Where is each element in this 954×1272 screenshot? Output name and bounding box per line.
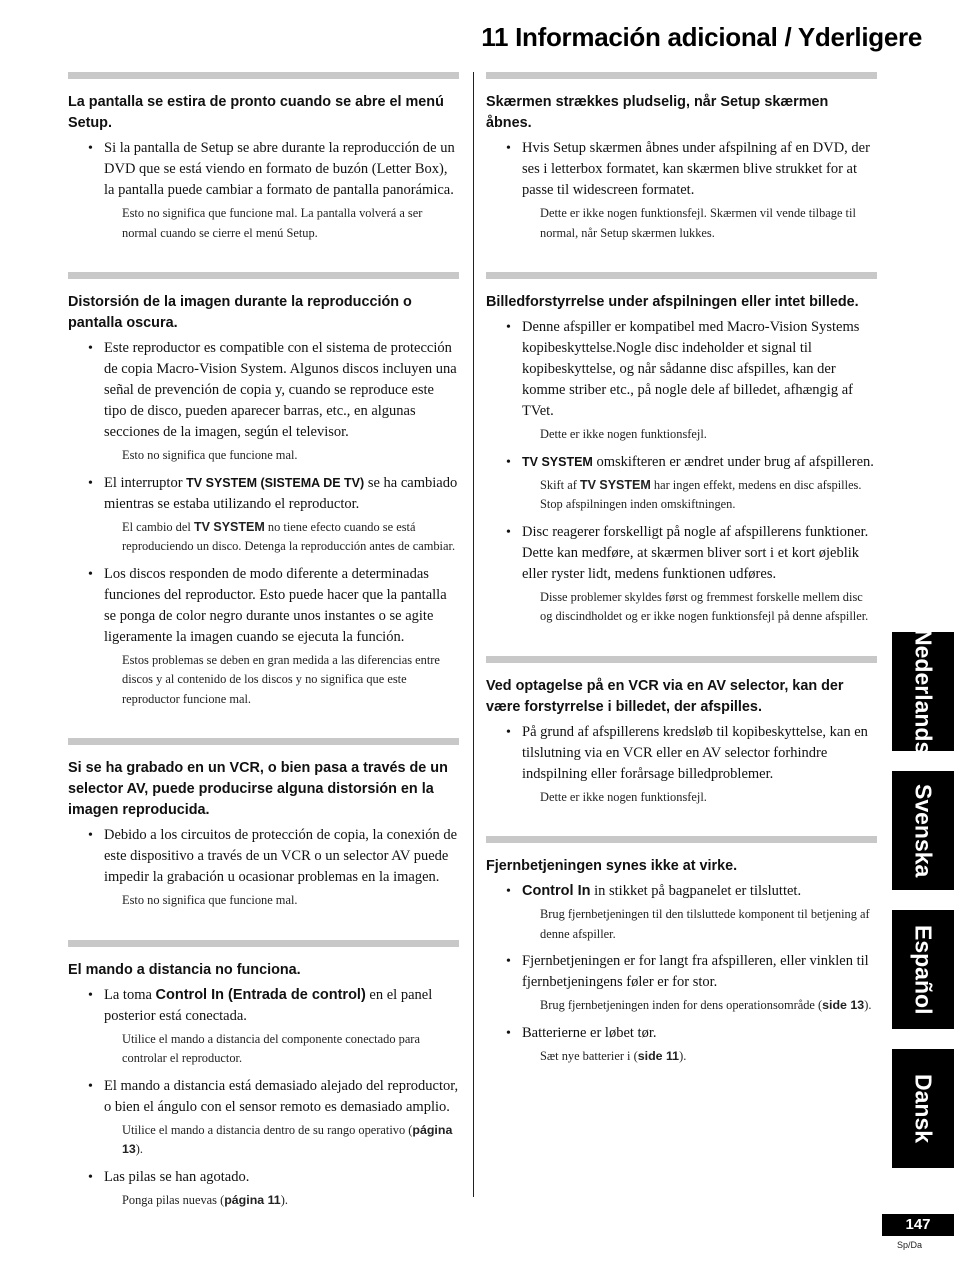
list-item: [68, 338, 459, 466]
page-title: 11 Información adicional / Yderligere: [481, 22, 922, 52]
item-list: [68, 338, 459, 709]
list-item: [486, 452, 877, 515]
key-label: TV SYSTEM: [522, 454, 593, 469]
item-text: Control In in stikket på bagpanelet er tilsluttet.: [522, 883, 802, 899]
bullet-icon: •: [506, 320, 511, 335]
section-title: Skærmen strækkes pludselig, når Setup skærmen åbnes.: [486, 94, 829, 131]
page-ref: página 13: [122, 1122, 453, 1156]
section-title: La pantalla se estira de pronto cuando se abre el menú Setup.: [68, 94, 444, 131]
bullet-icon: •: [506, 1025, 511, 1041]
item-text: Debido a los circuitos de protección de copia, la conexión de este dispositivo a través de un VCR o un selector AV puede impedir la grabación u ocasionar problemas en la imagen.: [104, 827, 458, 885]
section-setup-stretch: [68, 72, 459, 243]
item-note: Skift af TV SYSTEM har ingen effekt, medens en disc afspilles. Stop afspilningen inden omskiftningen.: [540, 477, 862, 511]
item-text: Fjernbetjeningen er for langt fra afspilleren, eller vinklen til fjernbetjeningens føler er for stor.: [522, 953, 869, 990]
spanish-column: [68, 72, 459, 1217]
danish-column: [486, 72, 877, 1073]
language-code: Sp/Da: [896, 1240, 922, 1250]
tab-label: Svenska: [910, 783, 937, 878]
tab-label: Español: [910, 924, 937, 1015]
tab-label: Dansk: [910, 1073, 937, 1144]
section-bar: [486, 836, 877, 843]
item-list: [68, 825, 459, 911]
item-text: På grund af afspillerens kredsløb til kopibeskyttelse, kan en tilslutning via en VCR eller en AV selector forhindre indspilning eller forårsage billedproblemer.: [522, 723, 868, 782]
page-ref: página 11: [224, 1192, 281, 1207]
tab-label: Nederlands: [910, 628, 937, 755]
list-item: [68, 564, 459, 710]
item-note: Dette er ikke nogen funktionsfejl.: [540, 789, 707, 804]
item-note: Dette er ikke nogen funktionsfejl. Skærmen vil vende tilbage til normal, når Setup skærmen lukkes.: [540, 206, 856, 240]
item-list: [68, 985, 459, 1211]
page-ref: side 13: [822, 998, 865, 1012]
tab-svenska: [892, 771, 954, 890]
item-note: Ponga pilas nuevas (página 11).: [122, 1192, 288, 1207]
item-text: El mando a distancia está demasiado alejado del reproductor, o bien el ángulo con el sensor remoto es demasiado amplio.: [104, 1077, 459, 1115]
bullet-icon: •: [88, 987, 93, 1003]
key-label: TV SYSTEM: [193, 519, 265, 534]
list-item: [68, 1076, 459, 1160]
bullet-icon: •: [88, 341, 93, 356]
item-note: Utilice el mando a distancia del componente conectado para controlar el reproductor.: [122, 1031, 420, 1065]
section-title: Distorsión de la imagen durante la reproducción o pantalla oscura.: [68, 294, 412, 331]
item-note: Brug fjernbetjeningen inden for dens operationsområde (side 13).: [540, 998, 872, 1012]
section-distortion: [68, 272, 459, 709]
item-text: La toma Control In (Entrada de control) en el panel posterior está conectada.: [104, 986, 433, 1024]
list-item: [68, 473, 459, 557]
list-item: [68, 985, 459, 1069]
list-item: [486, 317, 877, 445]
section-bar: [68, 272, 459, 279]
section-distortion: [486, 272, 877, 627]
list-item: [486, 522, 877, 627]
key-label: Control In (Entrada de control): [155, 986, 366, 1003]
item-list: [486, 881, 877, 1066]
list-item: [486, 881, 877, 944]
key-label: Control In: [522, 883, 591, 899]
item-note: Utilice el mando a distancia dentro de su rango operativo (página 13).: [122, 1122, 453, 1156]
item-text: Denne afspiller er kompatibel med Macro-Vision Systems kopibeskyttelse.Nogle disc indeholder et signal til kopibeskyttelse, og når sådanne disc afspilles, kan der komme striber etc., på nogle dele af billedet, afhængig af TVet.: [522, 319, 860, 419]
bullet-icon: •: [88, 828, 93, 843]
item-note: Esto no significa que funcione mal.: [122, 893, 298, 907]
bullet-icon: •: [88, 566, 93, 582]
bullet-icon: •: [506, 524, 511, 540]
section-title: Si se ha grabado en un VCR, o bien pasa a través de un selector AV, puede producirse alguna distorsión en la imagen reproducida.: [68, 760, 448, 818]
item-text: Las pilas se han agotado.: [104, 1168, 250, 1185]
bullet-icon: •: [506, 141, 511, 156]
bullet-icon: •: [506, 724, 511, 740]
key-label: TV SYSTEM (SISTEMA DE TV): [186, 475, 365, 490]
item-note: Disse problemer skyldes først og fremmest forskelle mellem disc og discindholdet og er ikke nogen funktionsfejl på denne afspiller.: [540, 589, 869, 623]
page-number: 147: [882, 1214, 954, 1236]
section-bar: [68, 72, 459, 79]
item-text: El interruptor TV SYSTEM (SISTEMA DE TV) se ha cambiado mientras se estaba utilizando el reproductor.: [104, 474, 458, 512]
list-item: [486, 1023, 877, 1067]
section-remote: [68, 940, 459, 1211]
section-bar: [68, 738, 459, 745]
page-ref: side 11: [637, 1048, 680, 1063]
tab-dansk: [892, 1049, 954, 1168]
section-vcr: [486, 656, 877, 808]
list-item: [486, 951, 877, 1016]
column-divider: [473, 72, 474, 1197]
section-vcr: [68, 738, 459, 911]
item-list: [486, 722, 877, 808]
key-label: TV SYSTEM: [579, 477, 651, 492]
section-bar: [68, 940, 459, 947]
item-text: Si la pantalla de Setup se abre durante la reproducción de un DVD que se está viendo en formato de buzón (Letter Box), la pantalla puede cambiar a formato de pantalla panorámica.: [104, 140, 455, 198]
item-note: Esto no significa que funcione mal. La pantalla volverá a ser normal cuando se cierre el menú Setup.: [122, 206, 423, 240]
item-note: Esto no significa que funcione mal.: [122, 448, 298, 462]
item-text: Disc reagerer forskelligt på nogle af afspillerens funktioner. Dette kan medføre, at skærmen bliver sort i et kort øjeblik eller ryster lidt, medens funktionen udføres.: [522, 523, 869, 582]
item-list: [486, 138, 877, 243]
bullet-icon: •: [88, 475, 93, 491]
section-title: El mando a distancia no funciona.: [68, 961, 301, 978]
list-item: [68, 1167, 459, 1211]
section-bar: [486, 72, 877, 79]
list-item: [486, 138, 877, 243]
item-text: Batterierne er løbet tør.: [522, 1024, 657, 1041]
item-text: TV SYSTEM omskifteren er ændret under brug af afspilleren.: [522, 453, 874, 470]
bullet-icon: •: [506, 454, 511, 470]
item-list: [486, 317, 877, 627]
bullet-icon: •: [506, 884, 511, 899]
item-text: Este reproductor es compatible con el sistema de protección de copia Macro-Vision System. Algunos discos incluyen una señal de prevención de copia y, cuando se reproduce este tipo de disco, pueden aparecer barras, etc., en algunas secciones de la imagen, según el televisor.: [104, 340, 457, 440]
bullet-icon: •: [88, 141, 93, 156]
item-note: Dette er ikke nogen funktionsfejl.: [540, 427, 707, 441]
item-list: [68, 138, 459, 243]
section-setup-stretch: [486, 72, 877, 243]
section-title: Fjernbetjeningen synes ikke at virke.: [486, 858, 738, 874]
item-text: Los discos responden de modo diferente a determinadas funciones del reproductor. Esto puede hacer que la pantalla se ponga de color negro durante unos instantes o se agite ligeramente la imagen cuando se ejecuta la función.: [104, 565, 447, 645]
list-item: [486, 722, 877, 808]
list-item: [68, 825, 459, 911]
list-item: [68, 138, 459, 243]
tab-espanol: [892, 910, 954, 1029]
item-note: Sæt nye batterier i (side 11).: [540, 1048, 687, 1063]
section-title: Ved optagelse på en VCR via en AV selector, kan der være forstyrrelse i billedet, der afspilles.: [486, 677, 844, 715]
bullet-icon: •: [506, 954, 511, 969]
section-bar: [486, 272, 877, 279]
item-text: Hvis Setup skærmen åbnes under afspilning af en DVD, der ses i letterbox formatet, kan skærmen blive strukket for at passe til widescreen formatet.: [522, 140, 870, 198]
bullet-icon: •: [88, 1169, 93, 1185]
item-note: Estos problemas se deben en gran medida a las diferencias entre discos y al contenido de los discos y no significa que este reproductor funcione mal.: [122, 652, 440, 706]
tab-nederlands: [892, 628, 954, 755]
section-remote: [486, 836, 877, 1066]
section-title: Billedforstyrrelse under afspilningen eller intet billede.: [486, 294, 859, 310]
language-tabs: [892, 628, 954, 1188]
item-note: Brug fjernbetjeningen til den tilsluttede komponent til betjening af denne afspiller.: [540, 907, 870, 941]
section-bar: [486, 656, 877, 663]
item-note: El cambio del TV SYSTEM no tiene efecto cuando se está reproduciendo un disco. Detenga la reproducción antes de cambiar.: [122, 519, 456, 553]
bullet-icon: •: [88, 1078, 93, 1094]
